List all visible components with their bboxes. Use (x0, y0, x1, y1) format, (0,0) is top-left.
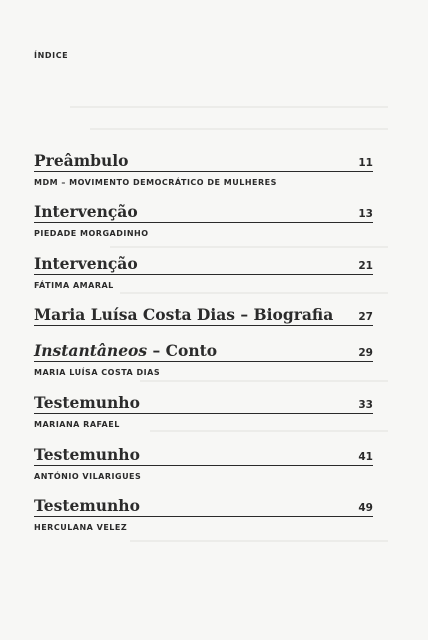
toc-entry-title: Maria Luísa Costa Dias – Biografia (34, 305, 334, 324)
toc-entry-page: 41 (358, 451, 373, 463)
toc-entry-author: MDM – MOVIMENTO DEMOCRÁTICO DE MULHERES (34, 178, 277, 187)
bleed-through-line (110, 246, 388, 248)
toc-entry-page: 21 (358, 260, 373, 272)
bleed-through-line (150, 430, 388, 432)
bleed-through-line (120, 292, 388, 294)
toc-entry-page: 13 (358, 208, 373, 220)
toc-entry-page: 11 (358, 157, 373, 169)
toc-entry-author: HERCULANA VELEZ (34, 523, 128, 532)
toc-entry-author: MARIANA RAFAEL (34, 420, 120, 429)
toc-entry-page: 27 (358, 311, 373, 323)
toc-entry (34, 339, 373, 377)
bleed-through-line (70, 106, 388, 108)
toc-entry-title: Testemunho (34, 393, 140, 412)
toc-entry-title-italic: Instantâneos (34, 341, 148, 360)
toc-entry-rule (34, 391, 373, 414)
toc-entry-title: Testemunho (34, 496, 140, 515)
toc-entry (34, 494, 373, 532)
toc-entry-rule (34, 252, 373, 275)
toc-entry-title-rest: – Conto (147, 341, 218, 360)
toc-entry-page: 33 (358, 399, 373, 411)
toc-entry-page: 29 (358, 347, 373, 359)
toc-entry (34, 303, 373, 326)
toc-entry-author: FÁTIMA AMARAL (34, 281, 114, 290)
toc-entry-rule (34, 149, 373, 172)
bleed-through-line (90, 128, 388, 130)
toc-entry-author: ANTÓNIO VILARIGUES (34, 472, 142, 481)
toc-entry (34, 443, 373, 481)
toc-entry-rule (34, 494, 373, 517)
toc-entry-page: 49 (358, 502, 373, 514)
toc-entry (34, 149, 373, 187)
toc-entry-title: Intervenção (34, 202, 138, 221)
toc-entry-title: Intervenção (34, 254, 138, 273)
toc-entry-author: MARIA LUÍSA COSTA DIAS (34, 368, 161, 377)
bleed-through-line (140, 380, 388, 382)
toc-entry-rule (34, 443, 373, 466)
toc-entry-title (34, 341, 217, 360)
toc-entry-title: Testemunho (34, 445, 140, 464)
toc-entry (34, 200, 373, 238)
toc-entry-rule (34, 339, 373, 362)
toc-entry-author: PIEDADE MORGADINHO (34, 229, 149, 238)
toc-entry (34, 391, 373, 429)
toc-entry-rule (34, 200, 373, 223)
toc-entry-title: Preâmbulo (34, 151, 129, 170)
toc-entry-rule (34, 303, 373, 326)
toc-entry (34, 252, 373, 290)
bleed-through-line (130, 540, 388, 542)
index-heading: ÍNDICE (34, 51, 69, 60)
